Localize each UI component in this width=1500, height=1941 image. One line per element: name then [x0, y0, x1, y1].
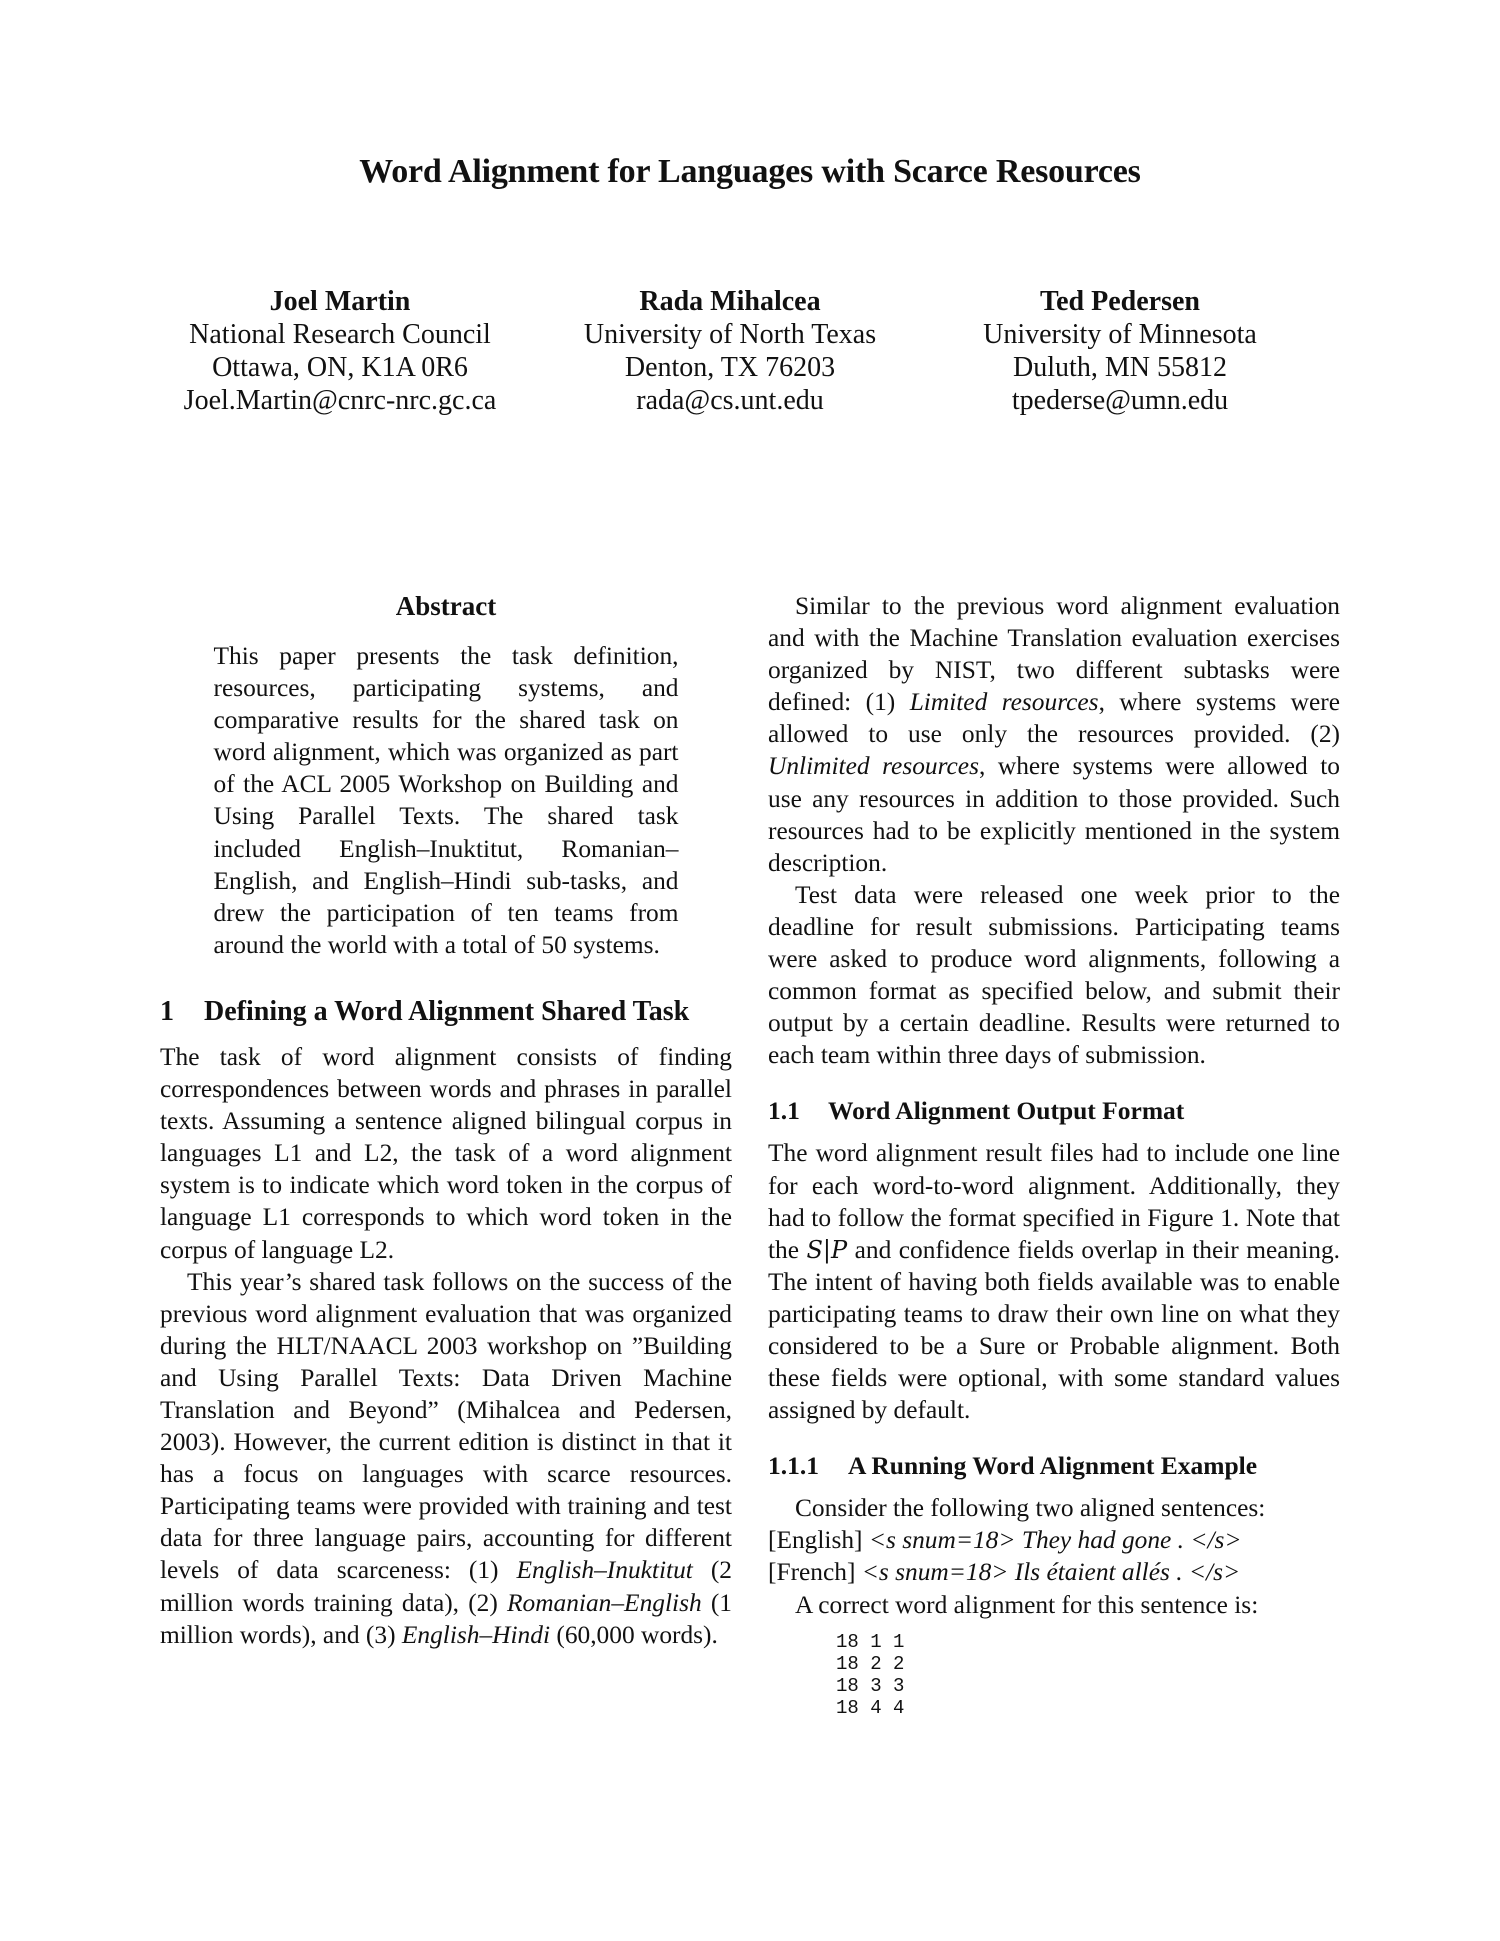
subsection-1-1-paragraph [768, 1137, 1340, 1426]
author-name: Rada Mihalcea [639, 286, 821, 317]
text-run: and confidence fields overlap in their meaning. The intent of having both fields available was to enable participating teams to draw their own line on what they considered to be a Sure or Probable alignment. Both these fields were optional, with some standard values assigned by default. [768, 1235, 1340, 1425]
author-address: Ottawa, ON, K1A 0R6 [212, 352, 468, 383]
correct-alignment-intro: A correct word alignment for this sentence is: [795, 1590, 1259, 1619]
section-1-paragraph-2 [160, 1266, 732, 1651]
subsection-1-1-heading [768, 1095, 1340, 1127]
author-affiliation: University of North Texas [583, 319, 877, 350]
language-pair: Romanian–English [506, 1588, 702, 1617]
subsection-title: A Running Word Alignment Example [848, 1451, 1258, 1481]
text-run: The word alignment result files had to include one line for each word-to-word alignment. Additionally, they had to follow the format specified in Figure 1. Note that the [768, 1139, 1340, 1264]
subsection-title: Word Alignment Output Format [828, 1096, 1185, 1126]
abstract-text: This paper presents the task definition, resources, participating systems, and comparative results for the shared task on word alignment, which was organized as part of the ACL 2005 Workshop on Building and Using Parallel Texts. The shared task included English–Inuktitut, Romanian–English, and English–Hindi sub-tasks, and drew the participation of ten teams from around the world with a total of 50 systems. [213, 642, 679, 959]
alignment-listing [836, 1631, 1340, 1719]
emphasis: Unlimited resources [768, 752, 979, 781]
author-affiliation: University of Minnesota [983, 319, 1257, 350]
section-number: 1 [160, 995, 174, 1027]
subsection-1-1-1-heading [768, 1450, 1340, 1482]
emphasis: Limited resources [909, 688, 1099, 717]
example-sentence: <s snum=18> They had gone . </s> [868, 1526, 1242, 1555]
language-pair: English–Hindi [401, 1620, 551, 1649]
section-1-paragraph-1: The task of word alignment consists of finding correspondences between words and phrases in parallel texts. Assuming a sentence aligned bilingual corpus in languages L1 and L2, the task of a word alignment system is to indicate which word token in the corpus of language L1 corresponds to which word token in the corpus of language L2. [160, 1042, 732, 1264]
author-name: Ted Pedersen [1040, 286, 1200, 317]
alignment-line: 18 1 1 [836, 1630, 905, 1653]
author-2 [550, 285, 910, 417]
author-address: Denton, TX 76203 [624, 352, 836, 383]
subsection-number: 1.1 [768, 1096, 800, 1126]
example-intro: Consider the following two aligned sentences: [795, 1494, 1266, 1523]
author-3 [940, 285, 1300, 417]
right-paragraph-1 [768, 590, 1340, 879]
author-email: Joel.Martin@cnrc-nrc.gc.ca [183, 385, 497, 416]
author-email: tpederse@umn.edu [1011, 385, 1229, 416]
text-run: , where systems were allowed to use only the resources provided. (2) [768, 688, 1340, 749]
example-label: [French] [768, 1558, 862, 1587]
left-column [160, 590, 732, 1651]
text-run: This year’s shared task follows on the success of the previous word alignment evaluation that was organized during the HLT/NAACL 2003 workshop on ”Building and Using Parallel Texts: Data Driven Machine Translation and Beyond” (Mihalcea and Pedersen, 2003). However, the current edition is distinct in that it has a focus on languages with scarce resources. Participating teams were provided with training and test data for three language pairs, accounting for different levels of data scarceness: (1) [160, 1267, 732, 1585]
text-run: (2 million words training data), (2) [160, 1556, 732, 1617]
math-symbol: S|P [806, 1235, 848, 1264]
alignment-line: 18 2 2 [836, 1652, 905, 1675]
example-label: [English] [768, 1526, 869, 1555]
section-1-heading [160, 995, 732, 1029]
text-run: , where systems were allowed to use any resources in addition to those provided. Such resources had to be explicitly mentioned in the system description. [768, 752, 1340, 877]
author-name: Joel Martin [269, 286, 411, 317]
abstract-heading: Abstract [395, 591, 497, 621]
example-sentence: <s snum=18> Ils étaient allés . </s> [861, 1558, 1241, 1587]
section-title: Defining a Word Alignment Shared Task [204, 995, 690, 1027]
right-paragraph-2: Test data were released one week prior to the deadline for result submissions. Participating teams were asked to produce word alignments, following a common format as specified below, and submit their output by a certain deadline. Results were returned to each team within three days of submission. [768, 880, 1340, 1070]
author-1 [160, 285, 520, 417]
text-run: (60,000 words). [550, 1620, 718, 1649]
author-address: Duluth, MN 55812 [1013, 352, 1227, 383]
english-example [768, 1524, 1340, 1556]
language-pair: English–Inuktitut [516, 1556, 693, 1585]
author-email: rada@cs.unt.edu [636, 385, 824, 416]
french-example [768, 1556, 1340, 1588]
text-run: Similar to the previous word alignment evaluation and with the Machine Translation evaluation exercises organized by NIST, two different subtasks were defined: (1) [768, 592, 1340, 717]
subsection-number: 1.1.1 [768, 1451, 819, 1481]
right-column [768, 590, 1340, 1719]
text-run: (1 million words), and (3) [160, 1588, 732, 1649]
paper-title: Word Alignment for Languages with Scarce Resources [359, 153, 1141, 190]
alignment-line: 18 4 4 [836, 1696, 905, 1719]
author-affiliation: National Research Council [189, 319, 491, 350]
alignment-line: 18 3 3 [836, 1674, 905, 1697]
author-block [160, 285, 1300, 417]
